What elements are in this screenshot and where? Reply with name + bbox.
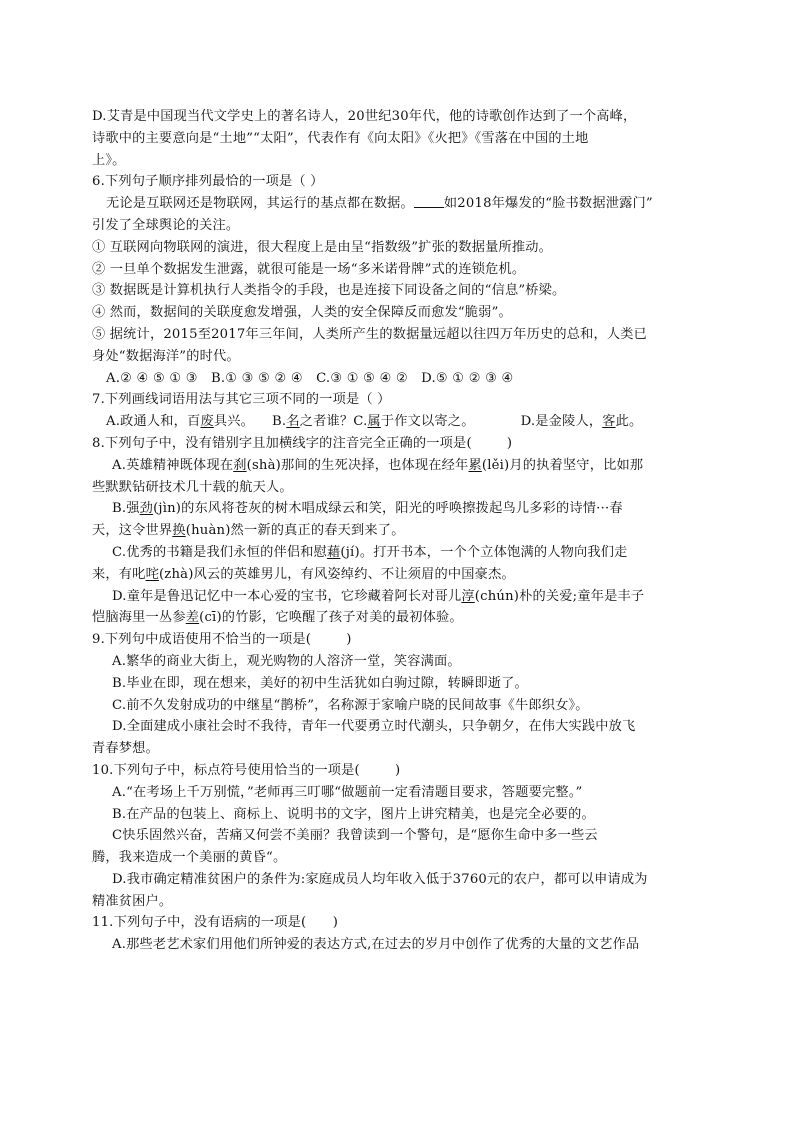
q8-c-underlined-2: 咤 — [145, 566, 159, 582]
q6-sentence-2: ② 一旦单个数据发生泄露，就很可能是一场“多米诺骨牌”式的连锁危机。 — [92, 261, 526, 277]
q8-c-text: 来，有叱 — [92, 566, 146, 582]
q8-b-text: (jìn)的东风将苍灰的树木唱成绿云和笑，阳光的呼唤擦拨起鸟儿多彩的诗情···春 — [153, 501, 623, 517]
q8-a-text: (shà)那间的生死决择，也体现在经年 — [246, 457, 469, 473]
q9-option-b: B.毕业在即，现在想来，美好的初中生活犹如白驹过隙，转瞬即逝了。 — [112, 675, 528, 691]
q8-d-underlined-1: 淳 — [461, 588, 475, 604]
q6-passage-text-a: 无论是互联网还是物联网，其运行的基点都在数据。 — [106, 196, 414, 212]
q8-a-underlined-2: 累 — [468, 457, 482, 473]
q10-option-c-line1: C快乐固然兴奋，苦痛又何尝不美丽？我曾读到一个警句，是“愿你生命中多一些云 — [112, 828, 598, 844]
q6-answer-blank — [414, 195, 444, 208]
q7-b-label: B. — [272, 414, 287, 430]
q6-passage-line2: 引发了全球舆论的关注。 — [92, 217, 240, 233]
q11-option-a: A.那些老艺术家们用他们所钟爱的表达方式,在过去的岁月中创作了优秀的大量的文艺作品 — [112, 937, 640, 953]
q5-option-d-line3: 上》。 — [92, 152, 126, 168]
q8-b-text: B.强 — [112, 501, 140, 517]
q10-option-d-line1: D.我市确定精准贫困户的条件为:家庭成员人均年收入低于3760元的农户，都可以申请成为 — [112, 871, 648, 887]
q8-b-underlined-1: 劲 — [139, 501, 154, 517]
q8-d-text: (cī)的竹影，它唤醒了孩子对美的最初体验。 — [199, 610, 463, 626]
q7-d-text: D.是金陵人， — [520, 414, 603, 430]
q10-option-b: B.在产品的包装上、商标上、说明书的文字，图片上讲究精美，也是完全必要的。 — [112, 806, 595, 822]
q7-a-text: A.政通人和，百 — [106, 414, 201, 430]
q8-b-underlined-2: 换 — [172, 523, 186, 539]
q8-c-underlined-1: 藉 — [327, 544, 341, 560]
q8-b-text: (huàn)然一新的真正的春天到来了。 — [185, 523, 405, 539]
q8-b-text: 天，这令世界 — [92, 523, 173, 539]
q10-option-a: A.“在考场上千万别慌，”老师再三叮哪“做题前一定看清题目要求，答题要完整。” — [112, 784, 583, 800]
q8-d-text: D.童年是鲁迅记忆中一本心爱的宝书，它珍藏着阿长对哥儿 — [112, 588, 462, 604]
q7-options — [92, 411, 706, 433]
q7-c-label: C. — [353, 414, 368, 430]
q6-sentence-4: ④ 然而，数据间的关联度愈发增强，人类的安全保障反而愈发“脆弱”。 — [92, 305, 512, 321]
q8-d-underlined-2: 差 — [185, 610, 200, 626]
q8-option-c-line1 — [92, 542, 706, 564]
q9-option-d-line2: 青春梦想。 — [92, 741, 159, 757]
q9-option-d-line1: D.全面建成小康社会时不我待，青年一代要勇立时代潮头，只争朝夕，在伟大实践中放飞 — [112, 719, 636, 735]
q8-option-a-line1 — [92, 455, 706, 477]
q5-option-d-line2: 诗歌中的主要意向是“土地”“太阳”，代表作有《向太阳》《火把》《雪落在中国的土地 — [92, 130, 589, 146]
q11-stem: 11.下列句子中，没有语病的一项是( ) — [92, 915, 339, 931]
q7-a-underlined: 废 — [200, 414, 214, 430]
q7-d-underlined: 客 — [602, 414, 616, 430]
page-content — [92, 106, 706, 956]
q10-stem: 10.下列句子中，标点符号使用恰当的一项是( ) — [92, 762, 401, 778]
q6-sentence-5-line2: 身处“数据海洋”的时代。 — [92, 348, 240, 364]
q8-a-text: A.英雄精神既体现在 — [112, 457, 234, 473]
q8-option-d-line1 — [92, 586, 706, 608]
q7-b-underlined: 名 — [286, 414, 300, 430]
q8-d-text: (chún)朴的关爱;童年是丰子 — [474, 588, 645, 604]
q8-a-underlined-1: 刹 — [233, 457, 247, 473]
q8-stem: 8.下列句子中，没有错别字且加横线字的注音完全正确的一项是( ) — [92, 435, 513, 451]
q8-option-d-line2 — [92, 607, 706, 629]
q8-c-text: C.优秀的书籍是我们永恒的伴侣和慰 — [112, 544, 328, 560]
q7-b-text: 之者谁？ — [299, 414, 354, 430]
q7-c-underlined: 属 — [367, 414, 381, 430]
q6-stem: 6.下列句子顺序排列最恰的一项是（ ） — [92, 174, 324, 190]
q7-c-text: 于作文以寄之。 — [380, 414, 475, 430]
q6-sentence-1: ① 互联网向物联网的演进，很大程度上是由呈“指数级”扩张的数据量所推动。 — [92, 239, 553, 255]
q8-option-a-line2: 些默默钻研技术几十载的航天人。 — [92, 479, 293, 495]
q10-option-c-line2: 腾，我来造成一个美丽的黄昏“。 — [92, 850, 287, 866]
q7-d-text-end: 此。 — [615, 414, 643, 430]
q7-stem: 7.下列画线词语用法与其它三项不同的一项是（ ） — [92, 392, 391, 408]
q8-c-text: (jí)。打开书本，一个个立体饱满的人物向我们走 — [340, 544, 628, 560]
q8-option-b-line1 — [92, 498, 706, 520]
q6-sentence-3: ③ 数据既是计算机执行人类指令的手段，也是连接下同设备之间的“信息”桥梁。 — [92, 283, 566, 299]
q8-option-b-line2 — [92, 520, 706, 542]
q9-option-c: C.前不久发射成功的中继星“鹊桥”，名称源于家喻户晓的民间故事《牛郎织女》。 — [112, 697, 589, 713]
q6-passage-line1 — [92, 193, 706, 215]
q6-sentence-5-line1: ⑤ 据统计，2015至2017年三年间，人类所产生的数据量远超以往四万年历史的总和，人类已 — [92, 326, 648, 342]
q8-c-text: (zhà)风云的英雄男儿，有风姿绰约、不让须眉的中国豪杰。 — [158, 566, 515, 582]
q8-option-c-line2 — [92, 564, 706, 586]
q6-passage-text-b: 如2018年爆发的“脸书数据泄露门” — [443, 196, 653, 212]
q6-options: A.② ④ ⑤ ① ③ B.① ③ ⑤ ② ④ C.③ ① ⑤ ④ ② D.⑤ ① ② ③ ④ — [106, 370, 514, 386]
q7-a-text-end: 具兴。 — [213, 414, 255, 430]
q9-option-a: A.繁华的商业大街上，观光购物的人溶济一堂，笑容满面。 — [112, 653, 461, 669]
q9-stem: 9.下列句中成语使用不恰当的一项是( ) — [92, 632, 352, 648]
q5-option-d-line1: D.艾青是中国现当代文学史上的著名诗人，20世纪30年代，他的诗歌创作达到了一个高峰， — [92, 109, 637, 124]
q8-d-text: 恺脑海里一丛参 — [92, 610, 186, 626]
q10-option-d-line2: 精准贫困户。 — [92, 893, 173, 909]
q8-a-text: (lěi)月的执着坚守，比如那 — [481, 457, 644, 473]
